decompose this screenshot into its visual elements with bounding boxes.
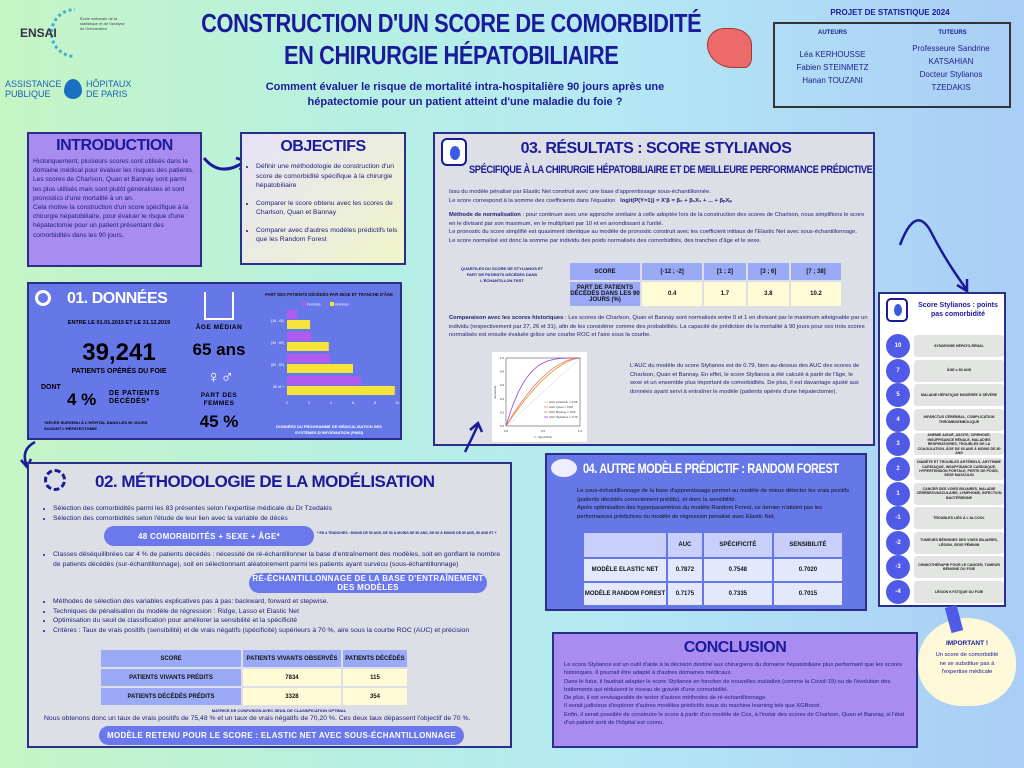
category-label: [40 ; 60)	[271, 341, 284, 345]
tape-icon	[945, 605, 963, 633]
legend-swatch	[302, 302, 306, 306]
comorbidities-pill: 48 COMORBIDITÉS + SEXE + ÂGE*	[104, 526, 314, 546]
table-header: SENSIBILITÉ	[774, 533, 842, 557]
method-bullet: • Méthodes de sélection des variables explicatives pas à pas: backward, forward et stepwise.	[53, 597, 511, 607]
table-header: [1 ; 2]	[704, 263, 745, 280]
score-item	[886, 359, 1004, 383]
y-tick-label: 1.0	[499, 356, 504, 360]
category-label: [18 ; 40)	[271, 319, 284, 323]
results-paragraph: Le pronostic du score simplifié est quasiment identique au modèle de pronostic construit avec les coefficient initiaux de l'Elastic Net avec sous-échantillonnage.	[449, 229, 857, 235]
project-label: PROJET DE STATISTIQUE 2024	[830, 8, 950, 17]
points-badge: 4	[886, 408, 910, 432]
bar-femmes	[287, 332, 311, 341]
ensai-logo	[20, 8, 130, 63]
confusion-matrix-table	[99, 648, 409, 707]
section-subtitle: SPÉCIFIQUE À LA CHIRURGIE HÉPATOBILIAIRE ET DE MEILLEURE PERFORMANCE PRÉDICTIVE	[469, 164, 873, 176]
score-item	[886, 334, 1004, 358]
age-label: ÂGE MÉDIAN	[195, 324, 243, 331]
points-badge: -1	[886, 506, 910, 530]
table-cell: 7834	[243, 669, 341, 686]
results-paragraph: : Les scores de Charlson, Quan et Bannay sont normalisés entre 0 et 1 en divisant par le maximum atteignable par un individu (respectivement par 27, 26 et 31), afin de les considérer comme des probabilités. La capacité de prédiction de la mortalité à 90 jours pour ces trois scores normalisés est ensuite évaluée grâce une courbe ROC et l'aire sous la courbe.	[449, 315, 868, 338]
comorbidity-label: ANÉMIE AIGUË, ASCITE, CIRRHOSE, INSUFFISANCE RÉNALE, MALADIES RESPIRATOIRES, TROUBLES DE LA COAGULATION, ÂGE DE 60 ANS À MOINS DE 80 ANS	[914, 433, 1004, 455]
women-label: PART DES FEMMES	[200, 392, 238, 407]
table-header: PATIENTS DÉCÉDÉS	[343, 650, 407, 667]
y-axis-label: Sensitivity	[493, 385, 497, 399]
category-label: [60 ; 80)	[271, 363, 284, 367]
table-row	[101, 669, 407, 686]
chart-title: PART DES PATIENTS DÉCÉDÉS PAR SEXE ET TRANCHE D'ÂGE	[265, 292, 393, 297]
ensai-subtitle: École nationale de la statistique et de l'analyse de l'information	[80, 16, 125, 31]
comorbidity-label: CHIMIOTHÉRAPIE POUR LE CANCER, TUMEUR BÉNIGNE DU FOIE	[914, 556, 1004, 578]
method-bullet: • Critères : Taux de vrais positifs (sensibilité) et de vrais négatifs (spécificité) supérieurs à 70 %, aire sous la courbe ROC (AUC) et précision	[53, 626, 511, 636]
table-header: [7 ; 38]	[791, 263, 841, 280]
y-tick-label: 0.4	[499, 396, 504, 401]
patients-count: 39,241	[82, 339, 156, 366]
tutors-label: TUTEURS	[938, 30, 967, 36]
deceased-label: DE PATIENTS DÉCÉDÉS*	[109, 390, 160, 405]
points-badge: 2	[886, 457, 910, 481]
bar-hommes	[287, 386, 395, 395]
table-header: AUC	[668, 533, 702, 557]
objective-item: • Comparer le score obtenu avec les scores de Charlson, Quan et Bannay	[256, 199, 398, 218]
table-cell: 115	[343, 669, 407, 686]
gear-icon	[44, 469, 66, 491]
conclusion-line: Le score Stylianos est un outil d'aide à la décision destiné aux chirurgiens du domaine hépatobiliaire plus performant que les scores historiques. Il pourrait être adapté à d'autres domaines médicaux.	[564, 662, 902, 677]
x-tick-label: 1.0	[577, 429, 583, 433]
gender-icon: ♀♂	[207, 367, 234, 387]
table-header: SCORE	[570, 263, 640, 280]
method-bullet: • Techniques de pénalisation du modèle de régression : Ridge, Lasso et Elastic Net	[53, 607, 511, 617]
heart-logo-icon	[64, 79, 82, 99]
points-badge: 5	[886, 383, 910, 407]
objectifs-section	[240, 132, 406, 265]
conclusion-line: Il serait judicieux d'explorer d'autres modèles prédictifs issus du machine learning tels que XGBoost.	[564, 703, 822, 710]
tutor: Professeure Sandrine	[912, 44, 990, 53]
x-tick-label: 10	[395, 401, 399, 405]
points-badge: -3	[886, 555, 910, 579]
comorbidity-label: SYNDROME HÉPATO-RÉNAL	[914, 335, 1004, 357]
important-title: IMPORTANT !	[945, 640, 989, 647]
method-bullet: • Classes déséquilibrées car 4 % de patients décédés : nécessité de ré-échantillonner la base d'entraînement des modèles, soit en gonflant le nombre de patients décédés (sur-échantillonnage), soit en sélectionnant aléatoirement parmi les patients ayant survécu (sous-échantillonnage)	[53, 550, 508, 569]
table-caption: MATRICE DE CONFUSION AVEC SEUIL DE CLASSIFICATION OPTIMAL	[211, 708, 347, 713]
cell-icon	[886, 298, 908, 322]
methodologie-section	[27, 462, 512, 748]
liver-icon	[707, 28, 752, 68]
x-tick-label: 0	[286, 401, 288, 405]
bar-hommes	[287, 320, 310, 329]
intro-paragraph: Cela motive la construction d'un score spécifique à la chirurgie hépatobiliaire, pour évaluer le risque d'une hépatectomie pour un patient présentant des comorbidités dans les 90 jours.	[33, 204, 189, 239]
intro-paragraph: Les scores de Charlson, Quan et Bannay sont parmi les plus utilisés mais sont plutôt généralistes et sont pronostics d'une mortalité à un an.	[33, 176, 187, 202]
table-cell: 0.7015	[774, 583, 842, 605]
author: Léa KERHOUSSE	[799, 50, 866, 59]
section-title: 03. RÉSULTATS : SCORE STYLIANOS	[520, 140, 792, 157]
table-header: SPÉCIFICITÉ	[704, 533, 772, 557]
section-title: OBJECTIFS	[280, 138, 366, 155]
row-label: MODÈLE ELASTIC NET	[584, 559, 666, 581]
objective-item: • Définir une méthodologie de construction d'un score de comorbidité spécifique à la chirurgie hépatobiliaire	[256, 162, 398, 191]
score-item	[886, 383, 1004, 407]
legend-label: AUC Quan = 0.65	[549, 405, 573, 409]
score-item	[886, 580, 1004, 604]
quartile-table	[568, 261, 843, 308]
method-conclusion: Nous obtenons donc un taux de vrais positifs de 75,48 % et un taux de vrais négatifs de 70,20 %. Ces deux taux dépassent l'objectif de 70 %.	[44, 715, 471, 722]
results-paragraph: Issu du modèle pénalisé par Elastic Net construit avec une base d'apprentissage sous-échantillonnée.	[449, 189, 711, 195]
table-cell: 3.8	[748, 282, 789, 306]
comorbidity-label: DIABÈTE ET TROUBLES ARTÉRIELS, ARYTHMIE CARDIAQUE, INSUFFISANCE CARDIAQUE, HYPERTENSION PORTALE, PERTE DE POIDS, SEXE MASCULIN	[914, 458, 1004, 480]
table-row	[101, 688, 407, 705]
aphp-left: ASSISTANCE PUBLIQUE	[5, 79, 62, 99]
method-bullet: • Sélection des comorbidités selon l'étude de leur lien avec la variable de décès	[53, 514, 508, 524]
tutor: KATSAHIAN	[928, 57, 974, 66]
deceased-percent: 4 %	[67, 390, 97, 409]
team-box	[773, 22, 1011, 108]
table-cell: 0.7872	[668, 559, 702, 581]
conclusion-section	[552, 632, 918, 748]
intro-paragraph: Historiquement, plusieurs scores sont utilisés dans le domaine médical pour évaluer les risques des patients.	[33, 158, 194, 175]
introduction-section	[27, 132, 202, 267]
legend-label: Hommes	[335, 302, 350, 307]
rf-paragraph: Après optimisation des hyperparamètres du modèle Random Forest, ce dernier n'atteint pas les performances prédictives du modèle de régression pénalisé avec Elastic Net.	[577, 505, 823, 520]
score-points-panel	[878, 292, 1006, 607]
tutors-list	[895, 42, 1007, 94]
conclusion-line: Enfin, il serait possible de construire le score à partir d'un modèle de Cox, à l'instar des scores de Charlson, Quan et Bannay, si l'état d'un patient sorti de l'hôpital est connu.	[564, 711, 905, 727]
age-sex-bar-chart	[257, 288, 402, 410]
poster-title-line1: CONSTRUCTION D'UN SCORE DE COMORBIDITÉ	[201, 8, 702, 38]
table-row	[584, 559, 842, 581]
table-header: [3 ; 6]	[748, 263, 789, 280]
table-cell: 0.7175	[668, 583, 702, 605]
table-cell: 0.7020	[774, 559, 842, 581]
table-row	[584, 583, 842, 605]
x-tick-label: 4	[330, 401, 332, 405]
legend-label: AUC Stylianos = 0.79	[549, 415, 578, 419]
bar-hommes	[287, 364, 353, 373]
score-item	[886, 482, 1004, 506]
aphp-logo	[5, 74, 155, 104]
row-label: MODÈLE RANDOM FOREST	[584, 583, 666, 605]
women-value: 45 %	[199, 412, 239, 431]
conclusion-line: Dans le futur, il faudrait adapter le score Stylianos en fonction de nouvelles maladies (comme la Covid-19) ou de l'évolution des traitements qui réduisent le niveau de gravité d'une comorbidité.	[564, 678, 891, 693]
table-cell: 0.7335	[704, 583, 772, 605]
aphp-right: HÔPITAUX DE PARIS	[86, 79, 132, 99]
poster-title-line2: EN CHIRURGIE HÉPATOBILIAIRE	[283, 40, 619, 70]
auc-paragraph: L'AUC du modèle du score Stylianos est de 0.79, bien au-dessus des AUC des scores de Charlson, Quan et Bannay. En effet, le score Stylianos a été calculé à partir de l'âge, le sexe et un ensemble plus important de comorbidités. De plus, il est davantage ajusté aux données ayant servi à entraîner le modèle (patients opérés d'une hépatectomie).	[630, 363, 860, 395]
section-title: INTRODUCTION	[56, 137, 173, 154]
author: Hanan TOUZANI	[802, 76, 863, 85]
points-badge: 3	[886, 432, 910, 456]
score-item	[886, 457, 1004, 481]
method-bullet: • Optimisation du seuil de classification pour améliorer la sensibilité et la spécificité	[53, 616, 511, 626]
patients-label: PATIENTS OPÉRÉS DU FOIE	[71, 368, 167, 375]
table-header: SCORE	[101, 650, 241, 667]
table-cell: 10.2	[791, 282, 841, 306]
table-cell: 0.7548	[704, 559, 772, 581]
x-tick-label: 0.5	[540, 429, 546, 433]
comorbidity-label: ÂGE ≥ 80 ANS	[914, 360, 1004, 382]
results-paragraph: Le score correspond à la somme des coefficients dans l'équation	[449, 197, 616, 204]
resampling-pill: RÉ-ÉCHANTILLONNAGE DE LA BASE D'ENTRAÎNEMENT DES MODÈLES	[249, 573, 487, 593]
table-cell: 354	[343, 688, 407, 705]
donnees-section	[27, 282, 402, 440]
bar-femmes	[287, 376, 361, 385]
dont-label: DONT	[41, 384, 61, 391]
roc-curve-chart	[492, 352, 587, 442]
x-tick-label: 2	[308, 401, 310, 405]
comorbidity-label: INFARCTUS CÉRÉBRAL, COMPLICATION THROMBOEMBOLIQUE	[914, 409, 1004, 431]
footnote: *DÉCÈS SURVENU À L'HÔPITAL DANS LES 90 JOURS SUIVANT L'HÉPATECTOMIE	[44, 420, 148, 431]
random-forest-section	[545, 453, 867, 611]
table-header: [-12 ; -2]	[642, 263, 702, 280]
row-label: PATIENTS DÉCÉDÉS PRÉDITS	[101, 688, 241, 705]
comorbidity-label: TUMEURS BÉNIGNES DES VOIES BILIAIRES, LÉSION, SEXE FÉMININ	[914, 532, 1004, 554]
age-value: 65 ans	[192, 340, 246, 359]
legend-label: AUC Charlson = 0.65	[549, 400, 578, 404]
authors-list	[785, 48, 880, 87]
legend-swatch	[330, 302, 334, 306]
data-source: DONNÉES DU PROGRAMME DE MÉDICALISATION DES SYSTÈMES D'INFORMATION (PMSI)	[276, 424, 382, 435]
points-badge: -4	[886, 580, 910, 604]
x-tick-label: 0.0	[503, 429, 509, 433]
panel-title: Score Stylianos : points pas comorbidité	[918, 302, 998, 318]
resultats-section	[433, 132, 875, 446]
x-tick-label: 8	[374, 401, 376, 405]
table-cell: 0.4	[642, 282, 702, 306]
equation: logit(P(Y=1)) = X'β = β₀ + β₁X₁ + ... + βₚXₚ	[620, 197, 732, 204]
section-title: 04. AUTRE MODÈLE PRÉDICTIF : RANDOM FOREST	[583, 460, 839, 476]
score-item	[886, 408, 1004, 432]
results-paragraph: Le score normalisé est donc la somme par individu des poids normalisés des comorbidités, des tranches d'âge et le sexe.	[449, 237, 762, 244]
row-label: PART DE PATIENTS DÉCÉDÉS DANS LES 90 JOURS (%)	[570, 282, 640, 306]
score-item	[886, 531, 1004, 555]
y-tick-label: 0.8	[499, 369, 504, 374]
comorbidity-label: CANCER DES VOIES BILIAIRES, MALADIE CÉRÉBROVASCULAIRE, LYMPHOME, INFECTION BACTÉRIENNE	[914, 483, 1004, 505]
age-cake-icon	[204, 292, 234, 320]
points-badge: 1	[886, 482, 910, 506]
tutor: TZEDAKIS	[931, 83, 971, 92]
score-item	[886, 506, 1004, 530]
table-header	[584, 533, 666, 557]
table-header: PATIENTS VIVANTS OBSERVÉS	[243, 650, 341, 667]
section-title: 01. DONNÉES	[67, 290, 168, 307]
important-text: Un score de comorbidité ne se substitue pas à l'expertise médicale	[935, 652, 999, 675]
results-paragraph: : pour continuer avec une approche similaire à celle adoptée lors de la construction des scores de Charlson, nous simplifions le score en le divisant par son maximum, en le multipliant par 10 et en arrondissant à l'unité.	[449, 212, 865, 227]
quartile-caption: QUARTILES DU SCORE DE STYLIANOS ET PART DE PATIENTS DÉCÉDÉS DANS L'ÉCHANTILLON TEST	[460, 266, 544, 283]
objective-item: • Comparer avec d'autres modèles prédictifs tels que les Random Forest	[256, 226, 398, 245]
arrow-icon	[895, 205, 975, 295]
comorbidity-label: LÉSION KYSTIQUE DU FOIE	[914, 581, 1004, 603]
retained-model-pill: MODÈLE RETENU POUR LE SCORE : ELASTIC NET AVEC SOUS-ÉCHANTILLONNAGE	[99, 726, 464, 745]
comorbidity-label: TROUBLES LIÉS À L'ALCOOL	[914, 507, 1004, 529]
tutor: Docteur Stylianos	[919, 70, 983, 79]
rf-paragraph: Le sous-échantillonnage de la base d'apprentissage permet au modèle de mieux détecter les vrais positifs (patients décédés correctement prédits), et donc la sensibilité.	[577, 488, 850, 503]
period: ENTRE LE 01.01.2015 ET LE 31.12.2019	[67, 320, 171, 326]
model-comparison-table	[582, 531, 844, 607]
section-title: 02. MÉTHODOLOGIE DE LA MODÉLISATION	[95, 472, 435, 491]
authors-label: AUTEURS	[817, 30, 847, 36]
ensai-wordmark: ENSAI	[20, 26, 57, 40]
x-axis-label: 1 - Specificity	[534, 435, 552, 439]
bar-femmes	[287, 354, 330, 363]
row-label: PATIENTS VIVANTS PRÉDITS	[101, 669, 241, 686]
poster-subtitle: Comment évaluer le risque de mortalité intra-hospitalière 90 jours après une hépatectomie pour un patient atteint d'une maladie du foie ?	[265, 81, 665, 108]
y-tick-label: 0.6	[499, 383, 504, 388]
magnifier-chart-icon	[35, 290, 51, 306]
legend-label: AUC Bannay = 0.62	[549, 410, 576, 414]
age-note: * EN 4 TRANCHES : MOINS DE 50 ANS, DE 50 À MOINS DE 60 ANS, DE 60 À MOINS DE 80 ANS, 80 ANS ET +	[317, 531, 497, 535]
table-row	[570, 282, 841, 306]
legend-label: Femmes	[307, 302, 321, 307]
arrow-icon	[460, 420, 490, 455]
important-note	[918, 618, 1016, 706]
score-item	[886, 555, 1004, 579]
comparison-label: Comparaison avec les scores historiques	[449, 315, 564, 321]
tree-icon	[551, 459, 577, 477]
points-badge: -2	[886, 531, 910, 555]
section-title: CONCLUSION	[683, 639, 787, 656]
comorbidity-label: MALADIE HÉPATIQUE MODÉRÉE À SÉVÈRE	[914, 384, 1004, 406]
conclusion-line: De plus, il est envisageable de tester d'autres méthodes de ré-échantillonnage.	[564, 695, 767, 702]
y-tick-label: 0.0	[499, 424, 504, 428]
points-badge: 10	[886, 334, 910, 358]
bar-femmes	[287, 310, 297, 319]
points-badge: 7	[886, 359, 910, 383]
normalisation-label: Méthode de normalisation	[449, 212, 521, 218]
table-cell: 1.7	[704, 282, 745, 306]
table-cell: 3328	[243, 688, 341, 705]
bar-hommes	[287, 342, 329, 351]
author: Fabien STEINMETZ	[796, 63, 869, 72]
category-label: 80 et +	[273, 385, 284, 389]
score-item	[886, 432, 1004, 456]
method-bullet: • Sélection des comorbidités parmi les 83 présentes selon l'expertise médicale du Dr Tzedakis	[53, 504, 508, 514]
y-tick-label: 0.2	[499, 410, 504, 415]
x-tick-label: 6	[352, 401, 354, 405]
